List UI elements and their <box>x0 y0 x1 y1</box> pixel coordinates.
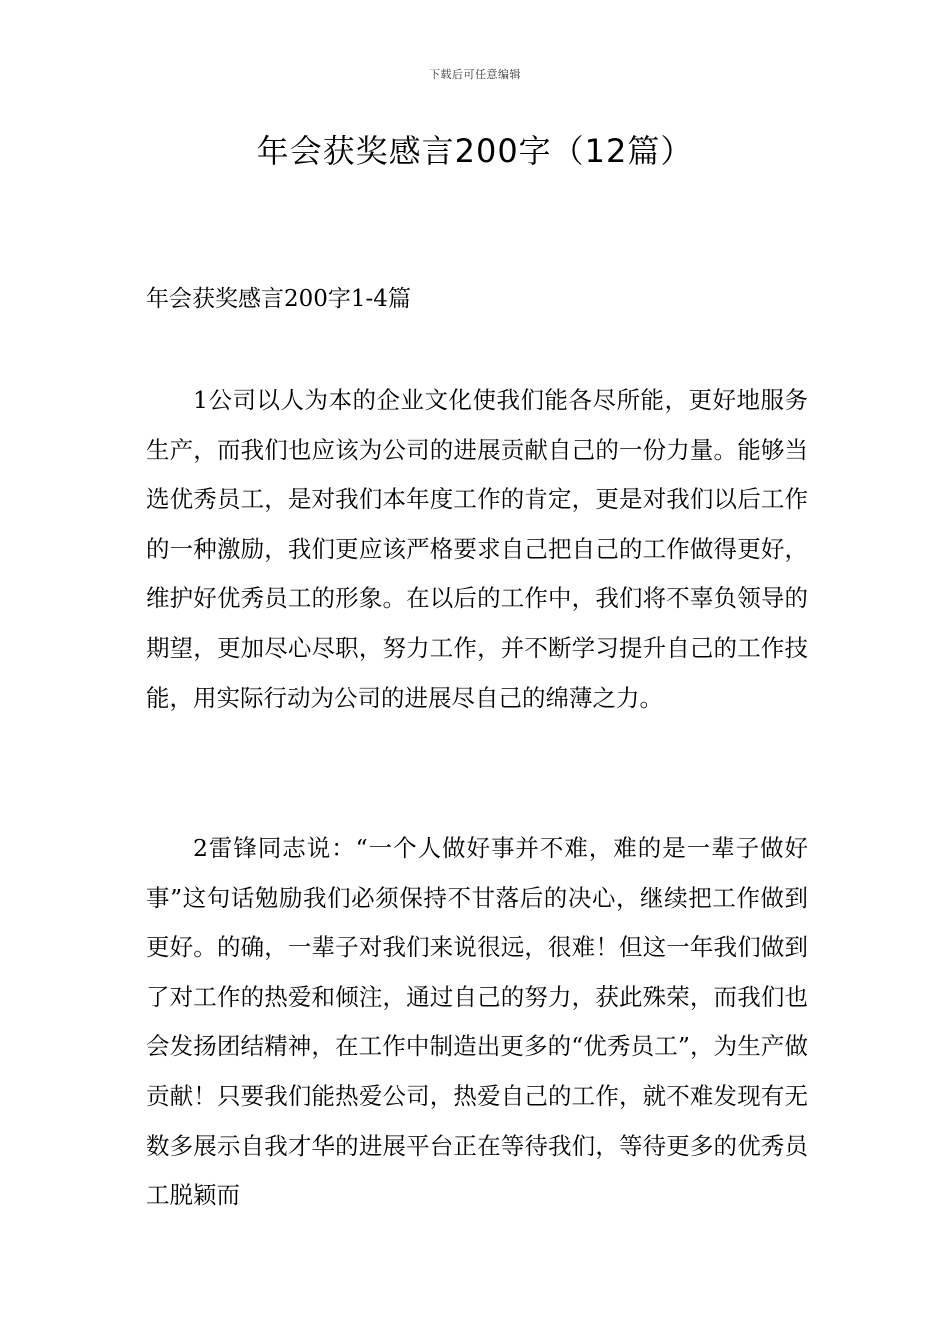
document-title: 年会获奖感言200字（12篇） <box>256 132 694 170</box>
paragraph-2: 2雷锋同志说：“一个人做好事并不难，难的是一辈子做好事”这句话勉励我们必须保持不甘落后的决心，继续把工作做到更好。的确，一辈子对我们来说很远，很难！但这一年我们做到了对工作的热爱和倾注，通过自己的努力，获此殊荣，而我们也会发扬团结精神，在工作中制造出更多的“优秀员工”，为生产做贡献！只要我们能热爱公司，热爱自己的工作，就不难发现有无数多展示自我才华的进展平台正在等待我们，等待更多的优秀员工脱颖而 <box>146 834 808 1210</box>
header-note: 下载后可任意编辑 <box>429 68 521 81</box>
section-heading: 年会获奖感言200字1-4篇 <box>146 286 411 312</box>
paragraph-1: 1公司以人为本的企业文化使我们能各尽所能，更好地服务生产，而我们也应该为公司的进展贡献自己的一份力量。能够当选优秀员工，是对我们本年度工作的肯定，更是对我们以后工作的一种激励，我们更应该严格要求自己把自己的工作做得更好，维护好优秀员工的形象。在以后的工作中，我们将不辜负领导的期望，更加尽心尽职，努力工作，并不断学习提升自己的工作技能，用实际行动为公司的进展尽自己的绵薄之力。 <box>146 386 808 712</box>
